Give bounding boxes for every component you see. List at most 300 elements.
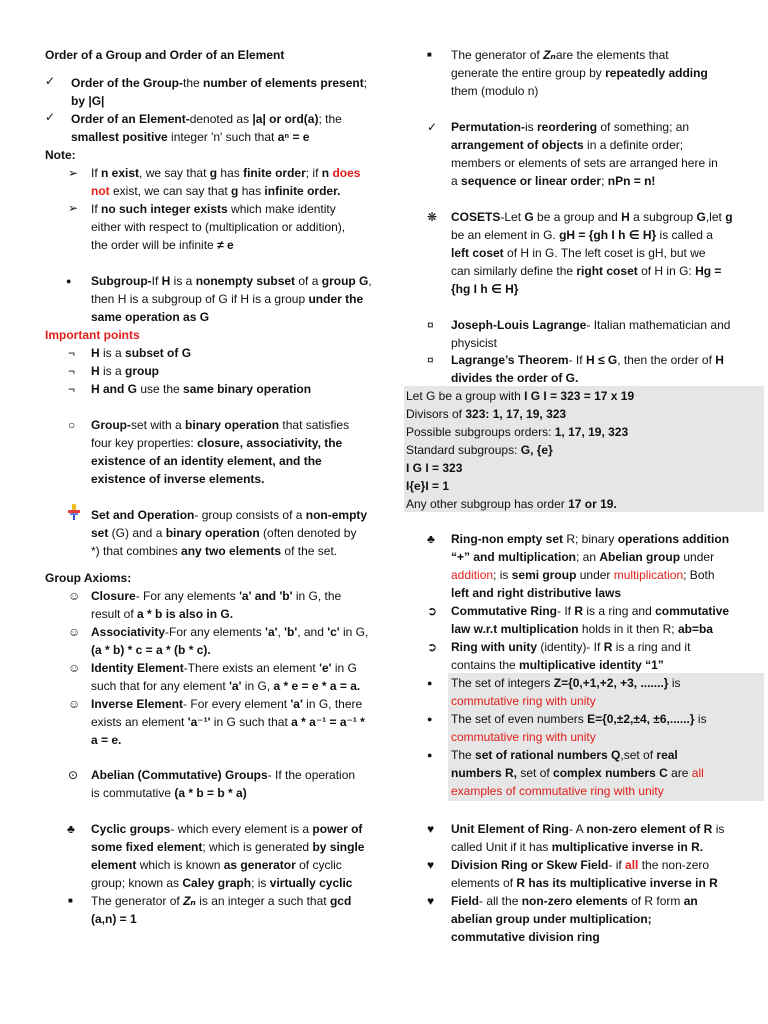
- example-line: [406, 405, 566, 423]
- text-span: is a ring and it: [612, 640, 691, 654]
- text-span: ;: [363, 76, 368, 90]
- text-span: Subgroup-: [91, 274, 152, 288]
- ring-definition-line: [451, 838, 703, 856]
- axiom-line: [91, 641, 211, 659]
- text-span: 'c': [327, 625, 340, 639]
- text-span: non-zero element of R: [586, 822, 713, 836]
- text-span: ,let: [705, 210, 726, 224]
- text-span: is commutative: [91, 786, 175, 800]
- currency-sign-icon: ¤: [427, 318, 434, 332]
- text-span: Hg =: [695, 264, 722, 278]
- text-span: is called a: [656, 228, 713, 242]
- arrow-icon: ➲: [427, 604, 438, 618]
- group-def-line-4: [91, 470, 264, 488]
- text-span: addition: [451, 568, 494, 582]
- text-span: all: [691, 766, 704, 780]
- text-span: all: [625, 858, 639, 872]
- text-span: element: [91, 858, 137, 872]
- text-span: (often denoted by: [259, 526, 357, 540]
- text-span: result of: [91, 607, 138, 621]
- text-span: has: [217, 166, 244, 180]
- gen-zn-line-1: [451, 46, 669, 64]
- not-sign-icon: ¬: [68, 382, 76, 396]
- text-span: - if: [608, 858, 626, 872]
- text-span: holds in it then R;: [578, 622, 678, 636]
- example-line: [406, 387, 634, 405]
- text-span: integer 'n' such that: [167, 130, 278, 144]
- text-span: ; Both: [683, 568, 715, 582]
- cyclic-line-2: [91, 838, 364, 856]
- note2-line-3: [91, 236, 234, 254]
- example-line: [406, 423, 628, 441]
- text-span: set with a: [131, 418, 186, 432]
- example-line: [406, 459, 462, 477]
- text-span: Unit Element of Ring: [451, 822, 569, 836]
- note-label: Note:: [45, 148, 76, 162]
- ring-line-2: [451, 548, 714, 566]
- text-span: ,: [277, 625, 285, 639]
- text-span: g: [209, 166, 218, 180]
- text-span: ; if: [305, 166, 322, 180]
- set-op-line-2: [91, 524, 356, 542]
- square-bullet-icon: ■: [427, 50, 432, 59]
- text-span: Joseph-Louis Lagrange: [451, 318, 587, 332]
- text-span: is a: [99, 364, 126, 378]
- text-span: 'a': [265, 625, 278, 639]
- text-span: existence of inverse elements.: [91, 472, 265, 486]
- cosets-line-4: [451, 262, 721, 280]
- text-span: four key properties:: [91, 436, 198, 450]
- text-span: under the: [308, 292, 364, 306]
- text-span: -For any elements: [165, 625, 266, 639]
- permutation-line-3: [451, 154, 718, 172]
- text-span: Division Ring or Skew Field: [451, 858, 609, 872]
- text-span: 'e': [319, 661, 332, 675]
- ring-example-line: [451, 710, 707, 728]
- text-span: is a ring and: [583, 604, 656, 618]
- text-span: generate the entire group by: [451, 66, 606, 80]
- text-span: abelian group under multiplication;: [451, 912, 652, 926]
- text-span: does: [329, 166, 361, 180]
- cosets-line-2: [451, 226, 713, 244]
- order-group-line-2: [71, 92, 104, 110]
- important-point: [91, 380, 311, 398]
- text-span: 323: 1, 17, 19, 323: [465, 407, 567, 421]
- gen-zn-line-3: [451, 82, 538, 100]
- text-span: law w.r.t multiplication: [451, 622, 579, 636]
- text-span: physicist: [451, 336, 498, 350]
- text-span: -Let: [500, 210, 525, 224]
- text-span: a * e = e * a = a.: [273, 679, 361, 693]
- abelian-line-1: [91, 766, 355, 784]
- text-span: Ring with unity: [451, 640, 537, 654]
- text-span: - A: [569, 822, 587, 836]
- bullet-dot-icon: ●: [427, 678, 433, 688]
- text-span: operations addition: [617, 532, 730, 546]
- text-span: {hg I h ∈ H}: [451, 282, 519, 296]
- text-span: The: [451, 748, 476, 762]
- text-span: a * b is also in G.: [137, 607, 234, 621]
- unity-ring-line-1: [451, 638, 690, 656]
- text-span: as generator: [223, 858, 296, 872]
- note2-line-1: [91, 200, 336, 218]
- text-span: are: [667, 766, 692, 780]
- text-span: is: [694, 712, 707, 726]
- important-point: [91, 344, 191, 362]
- text-span: Order of the Group-: [71, 76, 183, 90]
- smiley-icon: ☺: [68, 697, 81, 711]
- text-span: R: [574, 604, 584, 618]
- ring-line-3: [451, 566, 715, 584]
- order-element-line-2: [71, 128, 309, 146]
- text-span: Order of an Element-: [71, 112, 190, 126]
- text-span: is a: [99, 346, 126, 360]
- text-span: nPn = n!: [607, 174, 656, 188]
- text-span: I{e}I = 1: [406, 479, 450, 493]
- lagrange-theorem-line-1: [451, 351, 724, 369]
- text-span: is: [668, 676, 681, 690]
- text-span: R; binary: [563, 532, 618, 546]
- axiom-line: [91, 731, 121, 749]
- permutation-line-2: [451, 136, 683, 154]
- text-span: ; the: [318, 112, 342, 126]
- square-bullet-icon: ■: [68, 896, 73, 905]
- ring-line-1: [451, 530, 729, 548]
- text-span: If: [91, 202, 102, 216]
- text-span: exists an element: [91, 715, 188, 729]
- text-span: - If: [557, 604, 575, 618]
- group-def-line-1: [91, 416, 349, 434]
- smiley-icon: ☺: [68, 661, 81, 675]
- text-span: H: [161, 274, 171, 288]
- text-span: - If: [568, 353, 586, 367]
- cosets-line-5: [451, 280, 518, 298]
- text-span: group G: [321, 274, 369, 288]
- text-span: If: [151, 274, 162, 288]
- text-span: G: [524, 210, 534, 224]
- text-span: an: [683, 894, 698, 908]
- text-span: Inverse Element: [91, 697, 184, 711]
- currency-sign-icon: ¤: [427, 353, 434, 367]
- example-line: [406, 477, 449, 495]
- page-heading: Order of a Group and Order of an Element: [45, 48, 285, 62]
- text-span: subset of G: [125, 346, 192, 360]
- text-span: The generator of: [91, 894, 184, 908]
- text-span: divides the order of G.: [451, 371, 579, 385]
- text-span: R has its multiplicative inverse in R: [516, 876, 718, 890]
- text-span: under: [576, 568, 614, 582]
- text-span: binary operation: [185, 418, 280, 432]
- text-span: left coset: [451, 246, 504, 260]
- text-span: commutative division ring: [451, 930, 600, 944]
- note1-line-1: [91, 164, 360, 182]
- subgroup-line-1: [91, 272, 372, 290]
- heart-icon: ♥: [427, 822, 435, 836]
- generator-line-1: [91, 892, 351, 910]
- text-span: be an element in G.: [451, 228, 560, 242]
- text-span: 'a⁻¹': [187, 715, 211, 729]
- text-span: be a group and: [533, 210, 622, 224]
- arrow-icon: ➲: [427, 640, 438, 654]
- text-span: 'a': [229, 679, 242, 693]
- ring-example-line: [451, 746, 678, 764]
- cyclic-line-3: [91, 856, 342, 874]
- text-span: semi group: [511, 568, 577, 582]
- text-span: arrangement of objects: [451, 138, 584, 152]
- text-span: Identity Element: [91, 661, 184, 675]
- group-axioms-label: Group Axioms:: [45, 571, 132, 585]
- text-span: under: [680, 550, 715, 564]
- text-span: ,set of: [620, 748, 657, 762]
- text-span: G, {e}: [520, 443, 553, 457]
- ring-definition-line: [451, 874, 718, 892]
- smiley-icon: ☺: [68, 589, 81, 603]
- text-span: any two elements: [181, 544, 282, 558]
- text-span: contains the: [451, 658, 520, 672]
- abelian-line-2: [91, 784, 247, 802]
- text-span: binary operation: [165, 526, 260, 540]
- text-span: Zₙ: [183, 894, 196, 908]
- text-span: non-empty: [305, 508, 368, 522]
- text-span: H: [91, 364, 100, 378]
- text-span: -There exists an element: [183, 661, 320, 675]
- text-span: If: [91, 166, 102, 180]
- group-def-line-2: [91, 434, 342, 452]
- axiom-line: [91, 605, 233, 623]
- circled-dot-icon: ⊙: [68, 768, 79, 782]
- text-span: (a,n) = 1: [91, 912, 137, 926]
- cosets-line-3: [451, 244, 706, 262]
- text-span: Lagrange’s Theorem: [451, 353, 569, 367]
- text-span: n exist: [101, 166, 140, 180]
- text-span: non-zero elements: [521, 894, 628, 908]
- set-op-line-3: [91, 542, 337, 560]
- text-span: ;: [601, 174, 608, 188]
- text-span: Field: [451, 894, 480, 908]
- text-span: either with respect to (multiplication or addition),: [91, 220, 346, 234]
- axiom-line: [91, 695, 362, 713]
- ring-definition-line: [451, 856, 709, 874]
- subgroup-line-2: [91, 290, 363, 308]
- subgroup-line-3: [91, 308, 209, 326]
- text-span: I G I = 323 = 17 x 19: [524, 389, 635, 403]
- text-span: gcd: [329, 894, 352, 908]
- text-span: Zₙ: [543, 48, 556, 62]
- text-span: of H in G:: [637, 264, 696, 278]
- text-span: ; an: [576, 550, 600, 564]
- text-span: sequence or linear order: [461, 174, 602, 188]
- text-span: (identity)- If: [537, 640, 604, 654]
- text-span: no such integer exists: [101, 202, 228, 216]
- text-span: g: [725, 210, 733, 224]
- example-line: [406, 495, 617, 513]
- not-sign-icon: ¬: [68, 346, 76, 360]
- club-icon: ♣: [67, 822, 75, 836]
- ring-example-line: [451, 728, 596, 746]
- text-span: ; which is generated: [202, 840, 313, 854]
- text-span: a * a⁻¹ = a⁻¹ *: [291, 715, 365, 729]
- text-span: same operation as G: [91, 310, 210, 324]
- text-span: - all the: [479, 894, 522, 908]
- text-span: called Unit if it has: [451, 840, 552, 854]
- text-span: by |G|: [71, 94, 105, 108]
- text-span: set: [91, 526, 109, 540]
- comm-ring-line-2: [451, 620, 713, 638]
- text-span: g: [231, 184, 239, 198]
- text-span: H: [715, 353, 724, 367]
- text-span: is an integer a such that: [195, 894, 330, 908]
- text-span: multiplicative inverse in R.: [551, 840, 704, 854]
- text-span: multiplication: [613, 568, 684, 582]
- text-span: of a: [295, 274, 322, 288]
- text-span: Commutative Ring: [451, 604, 558, 618]
- text-span: which is known: [136, 858, 224, 872]
- ring-definition-line: [451, 928, 600, 946]
- ring-definition-line: [451, 820, 724, 838]
- text-span: commutative ring with unity: [451, 730, 596, 744]
- text-span: of cyclic: [295, 858, 342, 872]
- text-span: in G,: [241, 679, 274, 693]
- text-span: - For any elements: [135, 589, 240, 603]
- not-sign-icon: ¬: [68, 364, 76, 378]
- text-span: is a: [170, 274, 196, 288]
- text-span: Any other subgroup has order: [406, 497, 569, 511]
- axiom-line: [91, 623, 368, 641]
- text-span: I G I = 323: [406, 461, 463, 475]
- text-span: which make identity: [227, 202, 336, 216]
- important-points-label: Important points: [45, 328, 140, 342]
- lagrange-person-line-1: [451, 316, 730, 334]
- text-span: set of: [517, 766, 554, 780]
- text-span: in G, the: [292, 589, 342, 603]
- arrowhead-icon: ➢: [68, 166, 79, 180]
- lagrange-theorem-line-2: [451, 369, 578, 387]
- text-span: COSETS: [451, 210, 501, 224]
- checkmark-icon: ✓: [45, 74, 56, 88]
- text-span: use the: [137, 382, 184, 396]
- text-span: is: [712, 822, 725, 836]
- text-span: repeatedly adding: [605, 66, 708, 80]
- ring-example-line: [451, 782, 664, 800]
- text-span: power of: [312, 822, 363, 836]
- text-span: of the set.: [281, 544, 338, 558]
- text-span: same binary operation: [183, 382, 312, 396]
- axiom-line: [91, 677, 360, 695]
- text-span: “+” and multiplication: [451, 550, 577, 564]
- text-span: , we say that: [139, 166, 210, 180]
- text-span: Cyclic groups: [91, 822, 171, 836]
- text-span: number of elements present: [203, 76, 364, 90]
- note1-line-2: [91, 182, 340, 200]
- text-span: - which every element is a: [170, 822, 313, 836]
- group-def-line-3: [91, 452, 322, 470]
- text-span: has: [238, 184, 265, 198]
- text-span: G: [696, 210, 706, 224]
- text-span: in G, there: [302, 697, 363, 711]
- text-span: The set of integers: [451, 676, 554, 690]
- lagrange-person-line-2: [451, 334, 497, 352]
- generator-line-2: [91, 910, 137, 928]
- text-span: smallest positive: [71, 130, 168, 144]
- text-span: gH = {gh I h ∈ H}: [559, 228, 657, 242]
- axiom-line: [91, 587, 341, 605]
- text-span: such that for any element: [91, 679, 230, 693]
- gen-zn-line-2: [451, 64, 708, 82]
- text-span: the non-zero: [638, 858, 710, 872]
- text-span: denoted as: [189, 112, 253, 126]
- example-line: [406, 441, 553, 459]
- text-span: examples of commutative ring with unity: [451, 784, 664, 798]
- text-span: a subgroup: [629, 210, 697, 224]
- heart-icon: ♥: [427, 894, 435, 908]
- permutation-line-1: [451, 118, 689, 136]
- text-span: in G such that: [210, 715, 292, 729]
- text-span: finite order: [243, 166, 306, 180]
- axiom-line: [91, 659, 357, 677]
- text-span: that satisfies: [279, 418, 350, 432]
- text-span: (G) and a: [108, 526, 166, 540]
- text-span: E={0,±2,±4, ±6,......}: [587, 712, 695, 726]
- text-span: Group-: [91, 418, 131, 432]
- text-span: the: [183, 76, 204, 90]
- order-element-line-1: [71, 110, 342, 128]
- text-span: 'a': [290, 697, 303, 711]
- text-span: 'b': [284, 625, 298, 639]
- text-span: of H in G. The left coset is gH, but we: [503, 246, 706, 260]
- text-span: The generator of: [451, 48, 544, 62]
- text-span: 17 or 19.: [568, 497, 617, 511]
- text-span: right coset: [576, 264, 638, 278]
- text-span: Ring-non empty set: [451, 532, 564, 546]
- text-span: - group consists of a: [194, 508, 306, 522]
- text-span: in a definite order;: [583, 138, 684, 152]
- text-span: members or elements of sets are arranged here in: [451, 156, 718, 170]
- arrowhead-icon: ➢: [68, 201, 79, 215]
- text-span: (a * b) * c = a * (b * c).: [91, 643, 211, 657]
- text-span: commutative: [655, 604, 730, 618]
- text-span: virtually cyclic: [269, 876, 353, 890]
- text-span: real: [656, 748, 678, 762]
- text-span: a = e.: [91, 733, 122, 747]
- ring-definition-line: [451, 892, 698, 910]
- text-span: are the elements that: [555, 48, 669, 62]
- axiom-line: [91, 713, 365, 731]
- text-span: exist, we can say that: [109, 184, 232, 198]
- pushpin-icon: [66, 503, 82, 526]
- text-span: nonempty subset: [195, 274, 296, 288]
- checkmark-icon: ✓: [427, 120, 438, 134]
- text-span: closure, associativity, the: [197, 436, 343, 450]
- text-span: n: [321, 166, 330, 180]
- set-op-line-1: [91, 506, 367, 524]
- smiley-icon: ☺: [68, 625, 81, 639]
- text-span: in G: [331, 661, 357, 675]
- text-span: ; is: [493, 568, 512, 582]
- text-span: existence of an identity element, and the: [91, 454, 322, 468]
- text-span: Abelian group: [599, 550, 681, 564]
- text-span: R: [603, 640, 613, 654]
- text-span: H and G: [91, 382, 138, 396]
- comm-ring-line-1: [451, 602, 729, 620]
- cyclic-line-4: [91, 874, 352, 892]
- asterisk-flower-icon: ❋: [427, 210, 438, 224]
- bullet-dot-icon: ●: [427, 750, 433, 760]
- bullet-dot-icon: ●: [427, 714, 433, 724]
- text-span: Set and Operation: [91, 508, 195, 522]
- club-icon: ♣: [427, 532, 435, 546]
- text-span: Z={0,+1,+2, +3, .......}: [553, 676, 669, 690]
- text-span: of R form: [627, 894, 684, 908]
